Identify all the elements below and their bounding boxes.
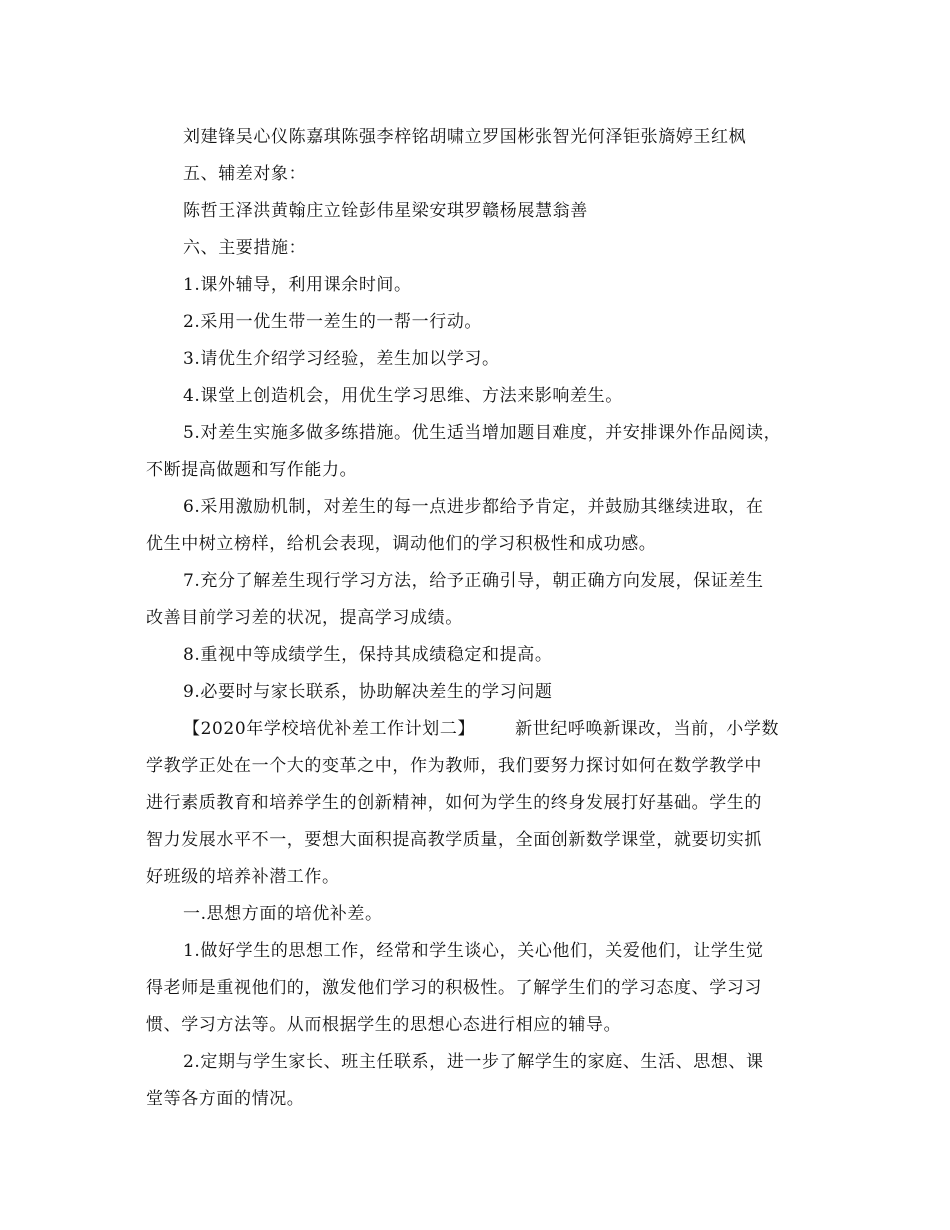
- plan-title-line: [146, 711, 806, 748]
- paragraph-line: 智力发展水平不一，要想大面积提高教学质量，全面创新数学课堂，就要切实抓: [146, 830, 762, 850]
- list-item: 6.采用激励机制，对差生的每一点进步都给予肯定，并鼓励其继续进取，在: [183, 497, 764, 517]
- list-item-continuation: 改善目前学习差的状况，提高学习成绩。: [146, 608, 463, 628]
- list-item: 1.课外辅导，利用课余时间。: [183, 275, 412, 295]
- plan-title: 【2020年学校培优补差工作计划二】: [183, 719, 476, 739]
- list-item-continuation: 不断提高做题和写作能力。: [146, 460, 358, 480]
- list-item: 9.必要时与家长联系，协助解决差生的学习问题: [183, 682, 553, 702]
- list-item: 3.请优生介绍学习经验，差生加以学习。: [183, 349, 500, 369]
- list-item: 2.定期与学生家长、班主任联系，进一步了解学生的家庭、生活、思想、课: [183, 1052, 764, 1072]
- paragraph-start: 新世纪呼唤新课改，当前，小学数: [515, 719, 780, 739]
- section-heading: 五、辅差对象：: [183, 164, 307, 184]
- list-item: 1.做好学生的思想工作，经常和学生谈心，关心他们，关爱他们，让学生觉: [183, 941, 764, 961]
- section-heading: 一.思想方面的培优补差。: [183, 904, 383, 924]
- document-body: [146, 119, 806, 1118]
- list-item-continuation: 得老师是重视他们的，激发他们学习的积极性。了解学生们的学习态度、学习习: [146, 978, 762, 998]
- paragraph-line: 好班级的培养补潜工作。: [146, 867, 340, 887]
- section-heading: 六、主要措施：: [183, 238, 307, 258]
- paragraph-line: 进行素质教育和培养学生的创新精神，如何为学生的终身发展打好基础。学生的: [146, 793, 762, 813]
- list-item-continuation: 惯、学习方法等。从而根据学生的思想心态进行相应的辅导。: [146, 1015, 622, 1035]
- list-item-continuation: 优生中树立榜样，给机会表现，调动他们的学习积极性和成功感。: [146, 534, 657, 554]
- list-item-continuation: 堂等各方面的情况。: [146, 1089, 305, 1109]
- text-line: 刘建锋吴心仪陈嘉琪陈强李梓铭胡啸立罗国彬张智光何泽钜张旖婷王红枫: [183, 127, 747, 147]
- list-item: 8.重视中等成绩学生，保持其成绩稳定和提高。: [183, 645, 553, 665]
- list-item: 5.对差生实施多做多练措施。优生适当增加题目难度，并安排课外作品阅读，: [183, 423, 782, 443]
- list-item: 4.课堂上创造机会，用优生学习思维、方法来影响差生。: [183, 386, 623, 406]
- list-item: 2.采用一优生带一差生的一帮一行动。: [183, 312, 483, 332]
- text-line: 陈哲王泽洪黄翰庄立铨彭伟星梁安琪罗赣杨展慧翁善: [183, 201, 588, 221]
- paragraph-line: 学教学正处在一个大的变革之中，作为教师，我们要努力探讨如何在数学教学中: [146, 756, 762, 776]
- list-item: 7.充分了解差生现行学习方法，给予正确引导，朝正确方向发展，保证差生: [183, 571, 764, 591]
